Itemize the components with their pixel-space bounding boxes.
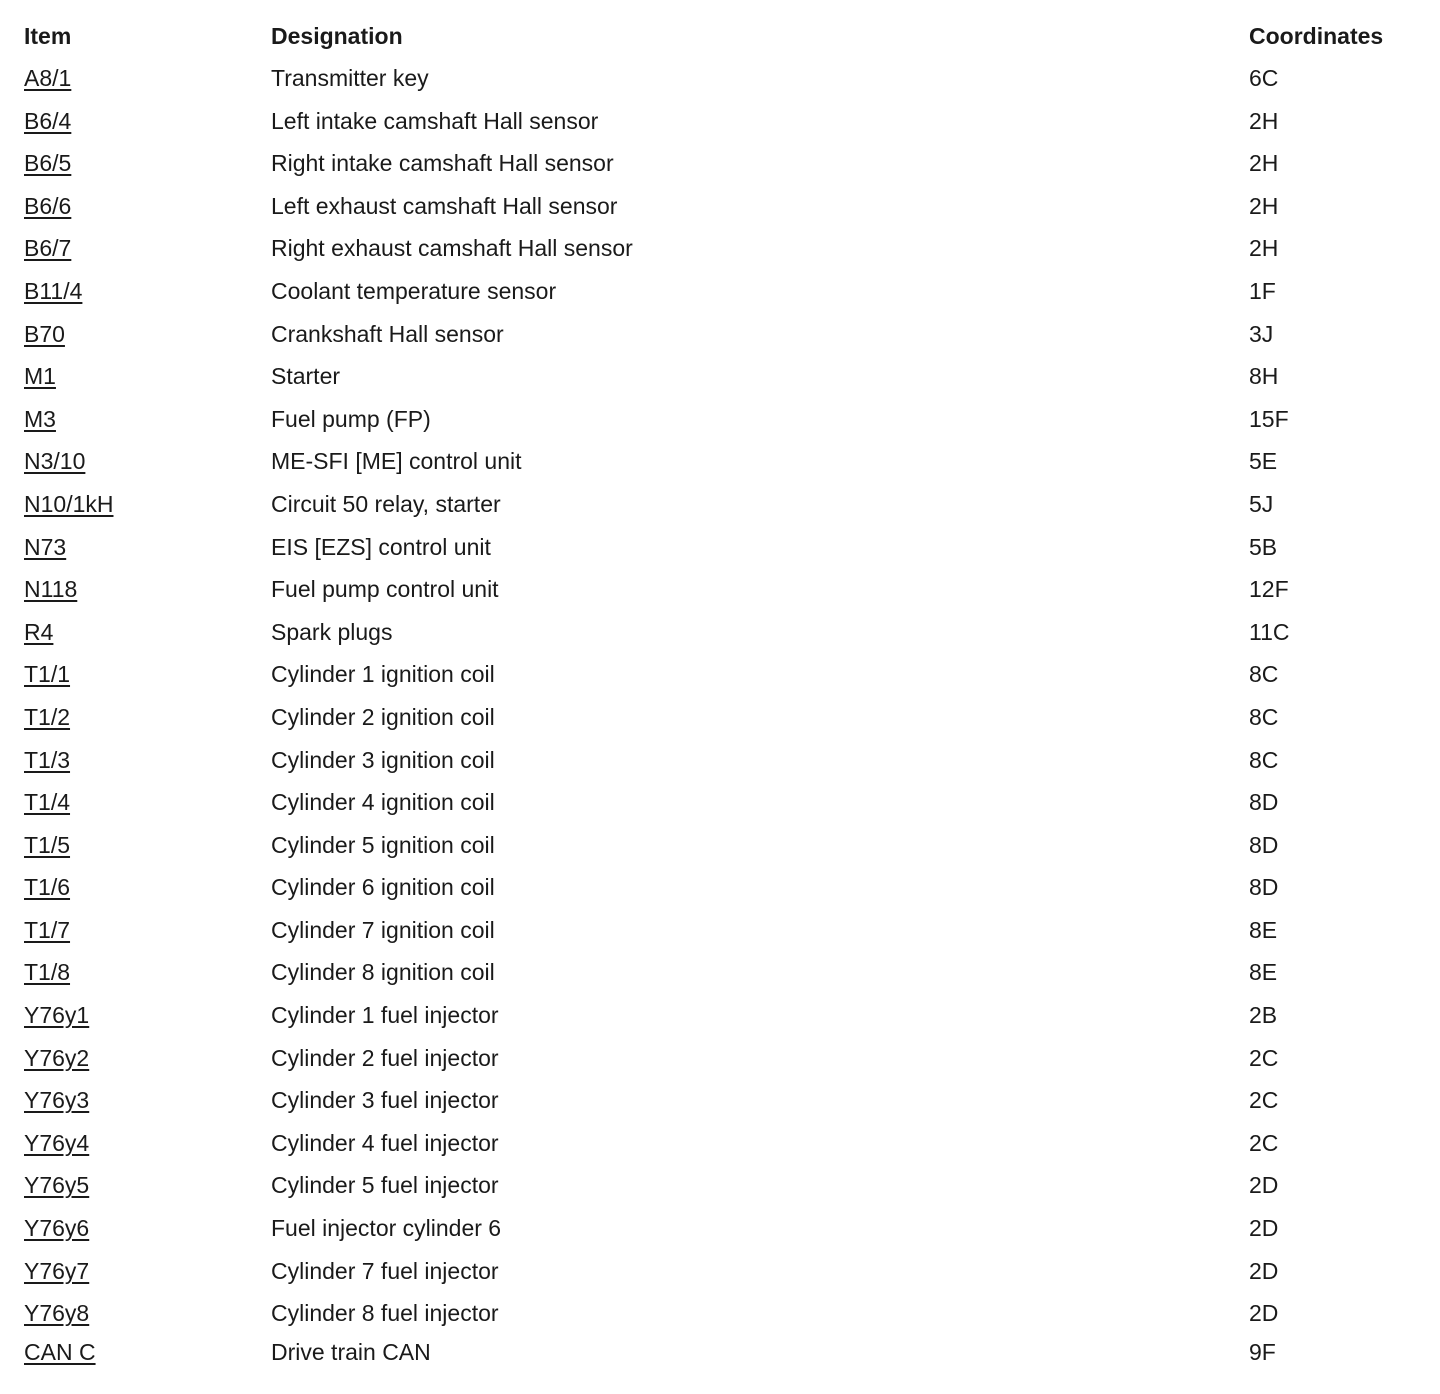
coordinates-cell: 8D	[1249, 789, 1279, 816]
coordinates-cell: 8D	[1249, 874, 1279, 901]
table-row	[0, 1207, 1440, 1250]
coordinates-cell: 1F	[1249, 277, 1276, 304]
designation-cell: Cylinder 8 fuel injector	[271, 1300, 499, 1327]
table-row	[0, 1122, 1440, 1165]
item-cell	[24, 739, 70, 782]
item-link[interactable]: B6/6	[24, 192, 72, 219]
item-cell	[24, 1207, 89, 1250]
coordinates-cell: 2C	[1249, 1044, 1279, 1071]
coordinates-cell: 2D	[1249, 1257, 1279, 1284]
coordinates-cell: 8D	[1249, 831, 1279, 858]
coordinates-cell: 8C	[1249, 746, 1279, 773]
item-cell	[24, 398, 56, 441]
table-row	[0, 739, 1440, 782]
table-row	[0, 440, 1440, 483]
header-row	[0, 18, 1440, 54]
designation-cell: Cylinder 1 fuel injector	[271, 1002, 499, 1029]
designation-cell: Fuel injector cylinder 6	[271, 1215, 502, 1242]
designation-cell: Fuel pump control unit	[271, 576, 499, 603]
table-row	[0, 994, 1440, 1037]
item-cell	[24, 440, 85, 483]
item-link[interactable]: T1/8	[24, 959, 71, 986]
item-cell	[24, 270, 82, 313]
item-cell	[24, 781, 70, 824]
item-link[interactable]: M3	[24, 405, 56, 432]
item-cell	[24, 1292, 89, 1335]
item-link[interactable]: T1/7	[24, 916, 71, 943]
table-row	[0, 568, 1440, 611]
table-row	[0, 1331, 1440, 1374]
item-link[interactable]: B6/5	[24, 150, 72, 177]
coordinates-cell: 2H	[1249, 150, 1279, 177]
item-link[interactable]: Y76y3	[24, 1087, 90, 1114]
item-link[interactable]: Y76y6	[24, 1215, 90, 1242]
coordinates-cell: 5E	[1249, 448, 1278, 475]
table-row	[0, 1292, 1440, 1335]
table-row	[0, 653, 1440, 696]
designation-cell: Cylinder 7 ignition coil	[271, 916, 495, 943]
coordinates-cell: 5J	[1249, 490, 1274, 517]
header-coordinates: Coordinates	[1249, 23, 1384, 49]
table-row	[0, 1164, 1440, 1207]
designation-cell: Cylinder 7 fuel injector	[271, 1257, 499, 1284]
item-cell	[24, 866, 70, 909]
designation-cell: Cylinder 6 ignition coil	[271, 874, 495, 901]
designation-cell: Spark plugs	[271, 618, 393, 645]
item-cell	[24, 100, 71, 143]
item-cell	[24, 185, 71, 228]
coordinates-cell: 8C	[1249, 703, 1279, 730]
item-link[interactable]: N10/1kH	[24, 490, 114, 517]
designation-cell: Right exhaust camshaft Hall sensor	[271, 235, 633, 262]
item-link[interactable]: N73	[24, 533, 67, 560]
coordinates-cell: 2D	[1249, 1215, 1279, 1242]
table-row	[0, 355, 1440, 398]
item-cell	[24, 483, 113, 526]
designation-cell: Cylinder 1 ignition coil	[271, 661, 495, 688]
designation-cell: Cylinder 5 ignition coil	[271, 831, 495, 858]
coordinates-cell: 5B	[1249, 533, 1278, 560]
coordinates-cell: 12F	[1249, 576, 1289, 603]
table-row	[0, 526, 1440, 569]
item-link[interactable]: T1/1	[24, 661, 71, 688]
item-cell	[24, 1037, 89, 1080]
coordinates-cell: 2C	[1249, 1129, 1279, 1156]
table-row	[0, 909, 1440, 952]
item-link[interactable]: T1/3	[24, 746, 71, 773]
designation-cell: Cylinder 4 ignition coil	[271, 789, 495, 816]
item-link[interactable]: Y76y7	[24, 1257, 90, 1284]
table-row	[0, 185, 1440, 228]
table-row	[0, 951, 1440, 994]
coordinates-cell: 6C	[1249, 65, 1279, 91]
header-item: Item	[24, 23, 72, 49]
item-cell	[24, 355, 56, 398]
item-link[interactable]: B11/4	[24, 277, 83, 304]
designation-cell: Circuit 50 relay, starter	[271, 490, 501, 517]
coordinates-cell: 9F	[1249, 1338, 1276, 1365]
item-cell	[24, 227, 71, 270]
designation-cell: Right intake camshaft Hall sensor	[271, 150, 614, 177]
designation-cell: Starter	[271, 363, 341, 390]
coordinates-cell: 2H	[1249, 192, 1279, 219]
designation-cell: Cylinder 3 ignition coil	[271, 746, 495, 773]
item-cell	[24, 951, 70, 994]
coordinates-cell: 2C	[1249, 1087, 1279, 1114]
item-link[interactable]: A8/1	[24, 65, 72, 91]
table-row	[0, 824, 1440, 867]
table-row	[0, 483, 1440, 526]
table-row	[0, 696, 1440, 739]
table-body	[0, 57, 1440, 1377]
coordinates-cell: 8H	[1249, 363, 1279, 390]
item-link[interactable]: B70	[24, 320, 65, 347]
designation-cell: Cylinder 5 fuel injector	[271, 1172, 499, 1199]
table-row	[0, 866, 1440, 909]
item-cell	[24, 1079, 89, 1122]
item-cell	[24, 611, 53, 654]
header-designation: Designation	[271, 23, 403, 49]
table-row	[0, 1079, 1440, 1122]
item-cell	[24, 824, 70, 867]
item-link[interactable]: N118	[24, 576, 78, 603]
item-link[interactable]: Y76y4	[24, 1129, 90, 1156]
item-link[interactable]: Y76y1	[24, 1002, 90, 1029]
item-link[interactable]: N3/10	[24, 448, 86, 475]
designation-cell: Cylinder 2 ignition coil	[271, 703, 495, 730]
item-link[interactable]: T1/6	[24, 874, 71, 901]
table-row	[0, 100, 1440, 143]
item-cell	[24, 909, 70, 952]
item-link[interactable]: CAN C	[24, 1338, 96, 1365]
item-cell	[24, 1164, 89, 1207]
item-cell	[24, 142, 71, 185]
table-row	[0, 1037, 1440, 1080]
item-cell	[24, 994, 89, 1037]
designation-cell: Fuel pump (FP)	[271, 405, 431, 432]
designation-cell: EIS [EZS] control unit	[271, 533, 491, 560]
item-link[interactable]: Y76y5	[24, 1172, 90, 1199]
coordinates-cell: 2D	[1249, 1300, 1279, 1327]
item-cell	[24, 653, 70, 696]
table-row	[0, 1250, 1440, 1293]
designation-cell: Drive train CAN	[271, 1338, 431, 1365]
table-row	[0, 270, 1440, 313]
item-cell	[24, 1250, 89, 1293]
item-link[interactable]: Y76y8	[24, 1300, 90, 1327]
item-link[interactable]: R4	[24, 618, 54, 645]
item-link[interactable]: Y76y2	[24, 1044, 90, 1071]
coordinates-cell: 8E	[1249, 959, 1278, 986]
coordinates-cell: 8E	[1249, 916, 1278, 943]
table-header	[0, 18, 1440, 54]
designation-cell: Cylinder 2 fuel injector	[271, 1044, 499, 1071]
table-row	[0, 57, 1440, 100]
designation-cell: Coolant temperature sensor	[271, 277, 557, 304]
coordinates-cell: 2B	[1249, 1002, 1278, 1029]
table-row	[0, 227, 1440, 270]
coordinates-cell: 2D	[1249, 1172, 1279, 1199]
designation-cell: Cylinder 8 ignition coil	[271, 959, 495, 986]
item-cell	[24, 313, 65, 356]
table-row	[0, 611, 1440, 654]
coordinates-cell: 2H	[1249, 107, 1279, 134]
designation-cell: ME-SFI [ME] control unit	[271, 448, 522, 475]
coordinates-cell: 8C	[1249, 661, 1279, 688]
item-cell	[24, 1331, 96, 1374]
coordinates-cell: 2H	[1249, 235, 1279, 262]
coordinates-cell: 15F	[1249, 405, 1289, 432]
designation-cell: Transmitter key	[271, 65, 429, 91]
item-cell	[24, 568, 77, 611]
item-cell	[24, 1122, 89, 1165]
coordinates-cell: 11C	[1249, 618, 1290, 645]
table-row	[0, 142, 1440, 185]
item-link[interactable]: T1/5	[24, 831, 71, 858]
item-cell	[24, 696, 70, 739]
item-link[interactable]: B6/4	[24, 107, 72, 134]
designation-cell: Left exhaust camshaft Hall sensor	[271, 192, 618, 219]
table-row	[0, 313, 1440, 356]
item-link[interactable]: B6/7	[24, 235, 72, 262]
item-cell	[24, 57, 71, 100]
designation-cell: Cylinder 3 fuel injector	[271, 1087, 499, 1114]
table-row	[0, 781, 1440, 824]
table-row	[0, 398, 1440, 441]
designation-cell: Cylinder 4 fuel injector	[271, 1129, 499, 1156]
item-link[interactable]: T1/4	[24, 789, 71, 816]
designation-cell: Crankshaft Hall sensor	[271, 320, 504, 347]
designation-cell: Left intake camshaft Hall sensor	[271, 107, 599, 134]
coordinates-cell: 3J	[1249, 320, 1274, 347]
item-link[interactable]: M1	[24, 363, 56, 390]
item-cell	[24, 526, 66, 569]
item-link[interactable]: T1/2	[24, 703, 71, 730]
